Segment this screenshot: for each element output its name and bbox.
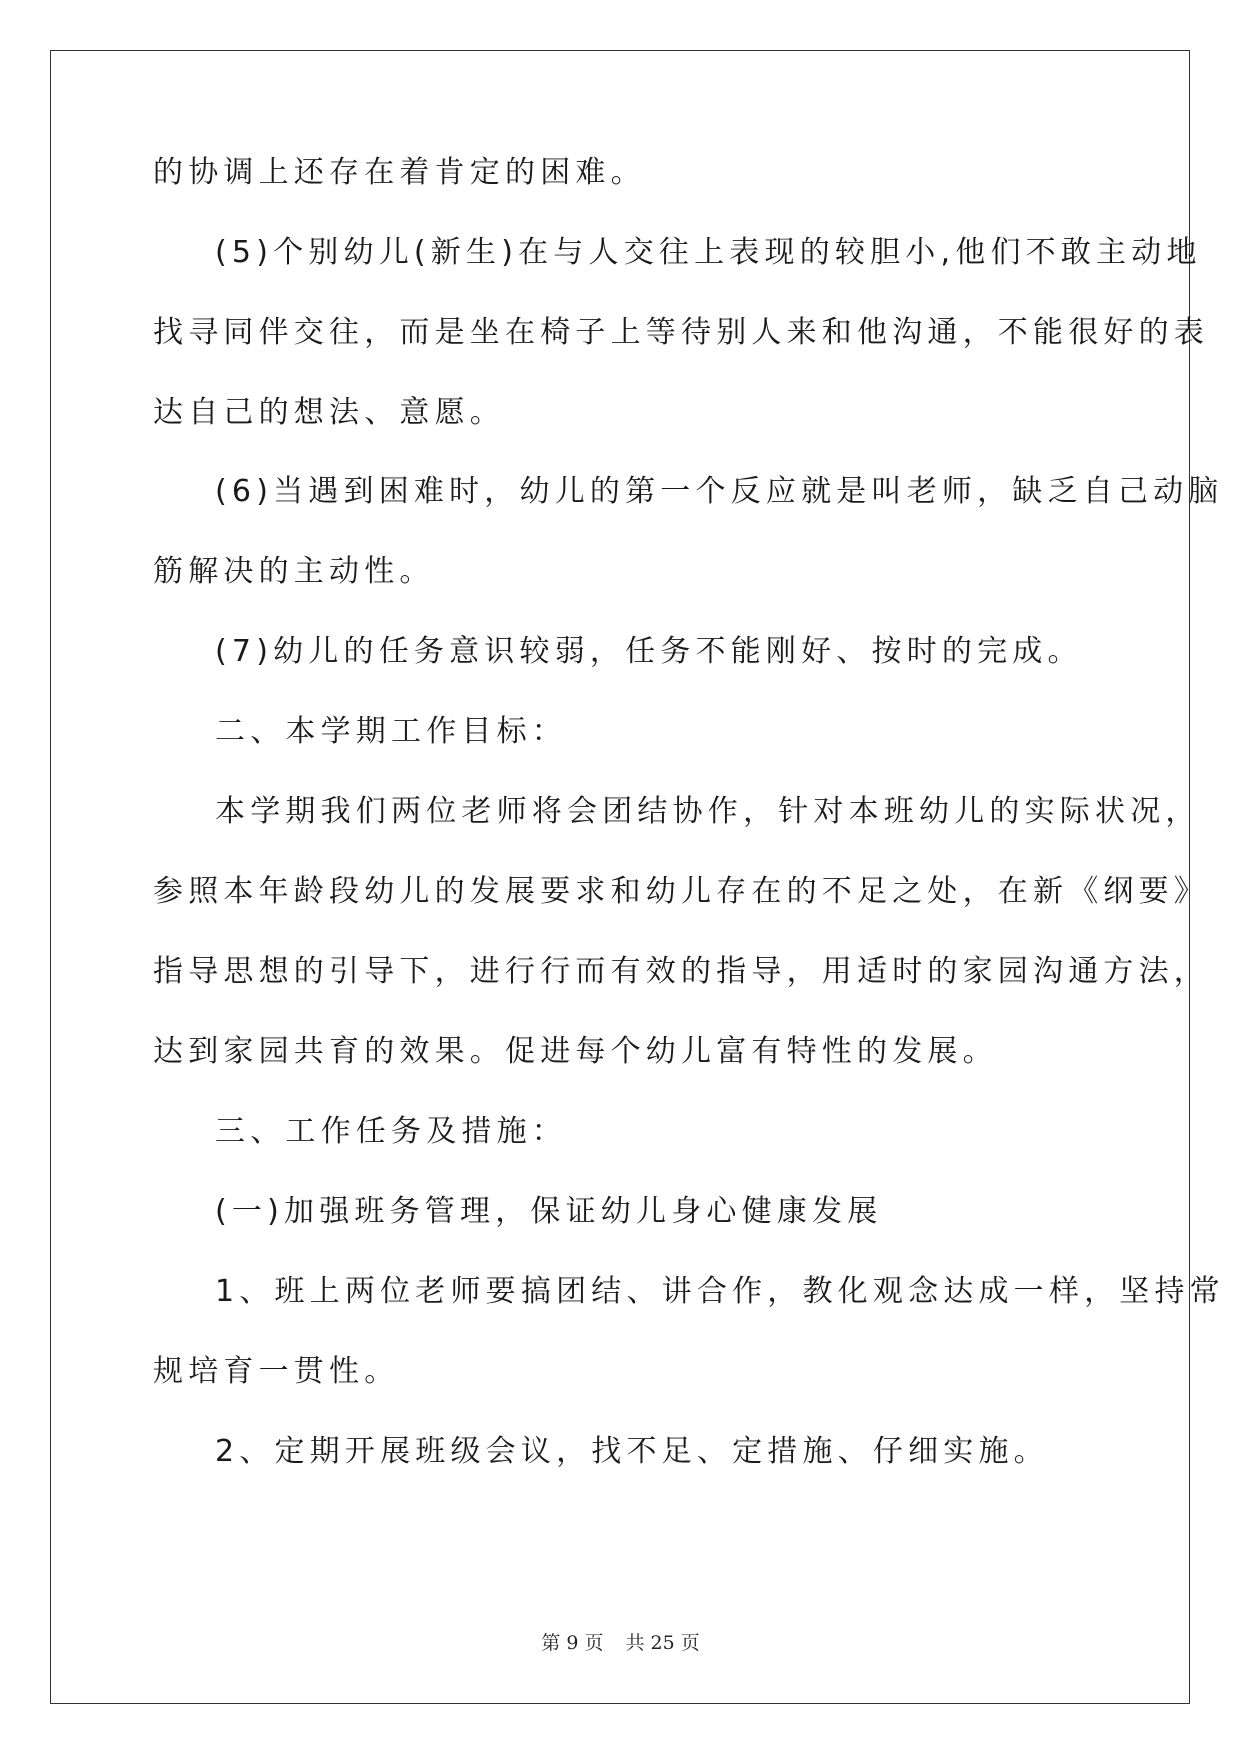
page-footer bbox=[0, 1628, 1241, 1655]
text-line: (5)个别幼儿(新生)在与人交往上表现的较胆小,他们不敢主动地 bbox=[215, 235, 1202, 270]
text-line: 达到家园共育的效果。促进每个幼儿富有特性的发展。 bbox=[153, 1034, 998, 1069]
text-line: 2、定期开展班级会议，找不足、定措施、仔细实施。 bbox=[215, 1434, 1049, 1469]
text-line: (7)幼儿的任务意识较弱，任务不能刚好、按时的完成。 bbox=[215, 634, 1083, 669]
text-line: 1、班上两位老师要搞团结、讲合作，教化观念达成一样，坚持常 bbox=[215, 1274, 1225, 1309]
text-line: 筋解决的主动性。 bbox=[153, 554, 435, 589]
page-number: 第 9 页 bbox=[541, 1632, 604, 1654]
text-line: 达自己的想法、意愿。 bbox=[153, 395, 505, 430]
page-total: 共 25 页 bbox=[625, 1632, 700, 1654]
text-line: 指导思想的引导下，进行行而有效的指导，用适时的家园沟通方法， bbox=[153, 954, 1209, 989]
text-line: 参照本年龄段幼儿的发展要求和幼儿存在的不足之处，在新《纲要》 bbox=[153, 874, 1209, 909]
text-line: 规培育一贯性。 bbox=[153, 1354, 400, 1389]
text-line: 找寻同伴交往，而是坐在椅子上等待别人来和他沟通，不能很好的表 bbox=[153, 315, 1209, 350]
text-line: 的协调上还存在着肯定的困难。 bbox=[153, 155, 646, 190]
subsection-heading: (一)加强班务管理，保证幼儿身心健康发展 bbox=[215, 1194, 883, 1229]
section-heading: 三、工作任务及措施： bbox=[215, 1114, 567, 1149]
text-line: 本学期我们两位老师将会团结协作，针对本班幼儿的实际状况， bbox=[215, 794, 1201, 829]
section-heading: 二、本学期工作目标： bbox=[215, 714, 567, 749]
text-line: (6)当遇到困难时，幼儿的第一个反应就是叫老师，缺乏自己动脑 bbox=[215, 474, 1224, 509]
